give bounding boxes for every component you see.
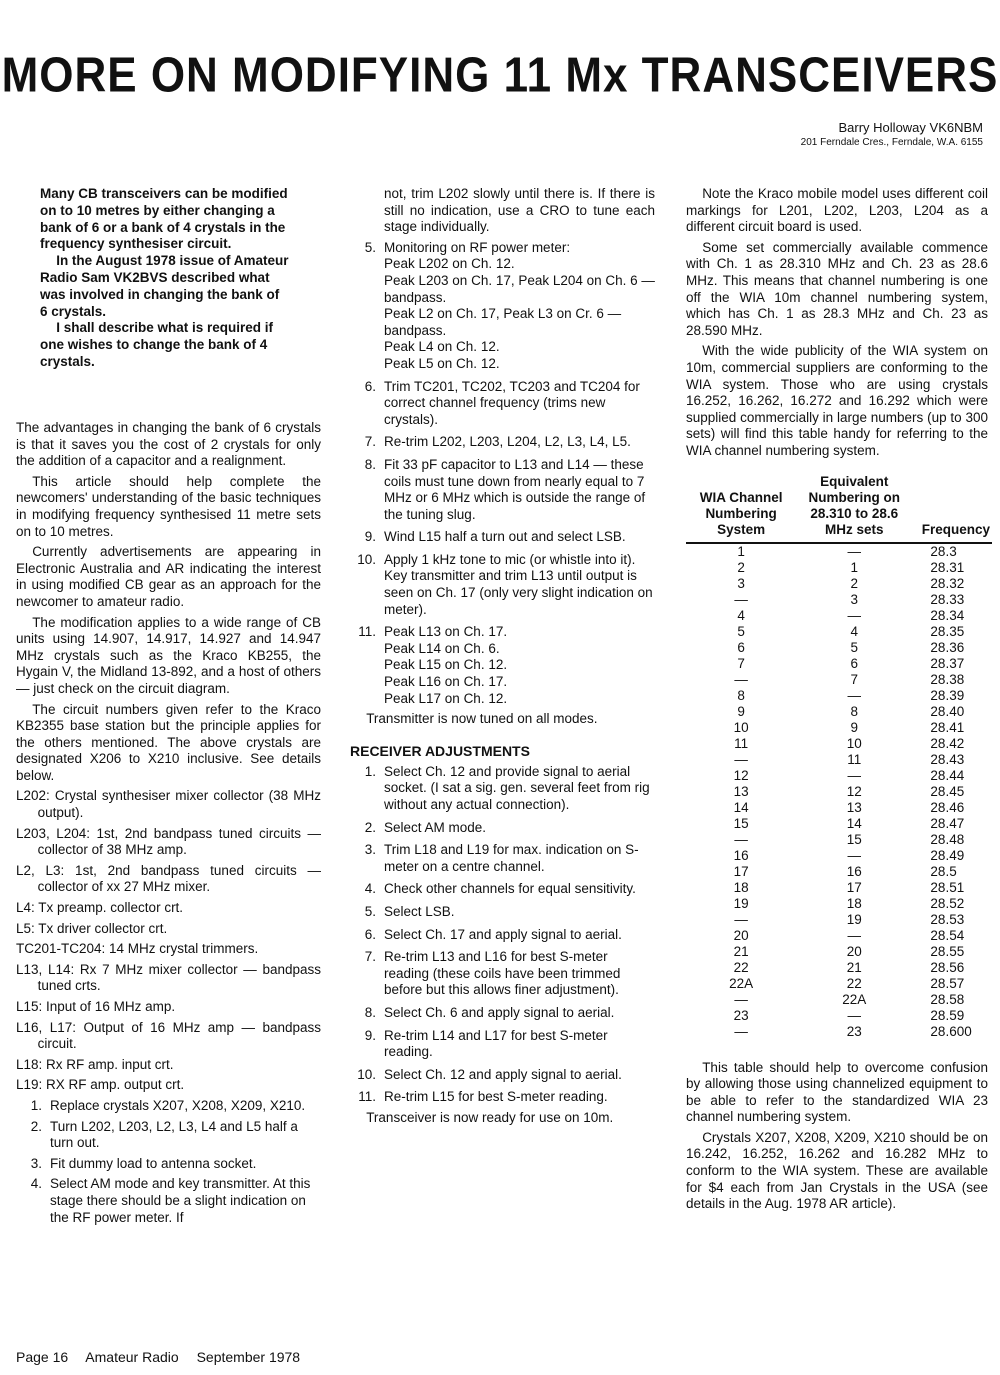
table-row [686,896,992,912]
column-3 [686,186,988,1213]
legend-item: L18: Rx RF amp. input crt. [16,1056,174,1072]
table-body [686,543,992,1040]
list-item: 2. Turn L202, L203, L2, L3, L4 and L5 half a turn out. [30,1118,298,1151]
table-header: WIA Channel Numbering System [686,474,796,543]
table-cell: 13 [846,799,862,815]
table-cell: 12 [733,767,749,783]
table-cell: 28.43 [930,751,965,767]
list-item: 4. Select AM mode and key transmitter. At this stage there should be a slight indication on the RF power meter. If [30,1176,311,1225]
issue-date: September 1978 [196,1349,301,1365]
tx-done: Transmitter is now tuned on all modes. [366,711,598,727]
table-cell: 22 [733,959,749,975]
table-cell: 3 [850,591,859,607]
legend-item: L19: RX RF amp. output crt. [16,1077,185,1093]
list-item: 4. Check other channels for equal sensitivity. [364,881,636,897]
body-para: Crystals X207, X208, X209, X210 should be on 16.242, 16.252, 16.262 and 16.282 MHz to conform to the WIA system. These are available for $4 each from Jan Crystals in the USA (see details in the Aug. 1978 AR article). [686,1129,988,1212]
table-row [686,640,992,656]
table-cell: 28.5 [930,863,957,879]
list-item: 6. Trim TC201, TC202, TC203 and TC204 for correct channel frequency (trims new crystals). [364,378,640,427]
article-title: MORE ON MODIFYING 11 Mx TRANSCEIVERS [1,48,999,103]
table-row [686,912,992,928]
table-cell: — [847,543,862,559]
table-cell: 19 [733,895,749,911]
table-cell: 12 [846,783,862,799]
table-row [686,720,992,736]
table-cell: — [734,991,748,1007]
byline [801,120,983,150]
section-heading: RECEIVER ADJUSTMENTS [350,742,530,759]
table-cell: 28.600 [930,1023,972,1039]
table-cell: 28.55 [930,943,965,959]
table-row [686,816,992,832]
legend-item: L2, L3: 1st, 2nd bandpass tuned circuits — collector of xx 27 MHz mixer. [16,862,321,895]
table-cell: — [734,591,748,607]
list-item: 2. Select AM mode. [364,819,487,835]
table-cell: — [847,607,862,623]
table-cell: 19 [846,911,862,927]
table-cell: 28.33 [930,591,965,607]
table-cell: 15 [733,815,749,831]
table-cell: 28.57 [930,975,965,991]
table-row [686,576,992,592]
table-cell: — [847,767,862,783]
intro-para: Many CB transceivers can be modified on to 10 metres by either changing a bank of 6 or a bank of 4 crystals in the frequency synthesiser circuit. [40,186,288,252]
body-para: Some set commercially available commence with Ch. 1 as 28.310 MHz and Ch. 23 as 28.6 MHz. This means that channel numbering is one off the WIA 10m channel numbering system, which has Ch. 1 as 28.3 MHz and Ch. 23 as 28.590 MHz. [686,239,988,338]
table-row [686,992,992,1008]
table-header: Frequency [912,474,992,543]
table-cell: 28.49 [930,847,965,863]
table-cell: 9 [850,719,859,735]
table-cell: 14 [846,815,862,831]
body-para: The advantages in changing the bank of 6 crystals is that it saves you the cost of 2 crystals for only the addition of a capacitor and a realignment. [16,420,321,469]
body-para: This table should help to overcome confusion by allowing those using channelized equipment to be able to refer to the standardized WIA 23 channel numbering system. [686,1059,988,1125]
table-cell: 28.58 [930,991,965,1007]
table-cell: 28.51 [930,879,965,895]
magazine-name: Amateur Radio [85,1349,179,1365]
table-cell: 9 [737,703,745,719]
table-cell: — [734,831,748,847]
table-cell: 28.39 [930,687,965,703]
legend-item: L13, L14: Rx 7 MHz mixer collector — bandpass tuned crts. [16,961,321,994]
intro-summary [40,186,290,371]
body-para: Note the Kraco mobile model uses different coil markings for L201, L202, L203, L204 as a different circuit board is used. [686,186,988,235]
body-para: The circuit numbers given refer to the Kraco KB2355 base station but the principle applies for the others mentioned. The above crystals are designated X206 to X210 inclusive. See details below. [16,701,321,783]
table-cell: 28.45 [930,783,965,799]
list-item: 11. Peak L13 on Ch. 17. Peak L14 on Ch. 6. Peak L15 on Ch. 12. Peak L16 on Ch. 17. Peak L17 on Ch. 12. [358,624,508,706]
rx-steps-list [350,764,655,1106]
table-cell: 11 [847,751,862,767]
legend-item: L202: Crystal synthesiser mixer collector (38 MHz output). [16,788,321,821]
table-cell: 28.41 [930,719,965,735]
table-cell: — [847,687,862,703]
tx-step-continued: not, trim L202 slowly until there is. If there is still no indication, use a CRO to tune each stage individually. [384,186,655,235]
table-row [686,864,992,880]
intro-para: I shall describe what is required if one wishes to change the bank of 4 crystals. [40,320,274,369]
body-para: With the wide publicity of the WIA system on 10m, commercial suppliers are conforming to the WIA system. Those who are using crystals 16.252, 16.262, 16.272 and 16.292 which were supplied commercially in large numbers (up to 300 sets) will find this table handy for referring to the WIA channel numbering system. [686,343,988,458]
list-item: 3. Trim L18 and L19 for max. indication on S-meter on a centre channel. [364,842,639,874]
table-cell: 17 [846,879,862,895]
table-cell: 20 [733,927,749,943]
table-cell: 23 [846,1023,862,1039]
body-para: This article should help complete the newcomers' understanding of the basic techniques in modifying frequency synthesised 11 metre sets on to 10 metres. [16,473,321,539]
list-item: 5. Select LSB. [364,903,455,919]
table-cell: 6 [737,639,745,655]
table-cell: 22 [846,975,862,991]
table-row [686,784,992,800]
table-cell: 28.3 [930,543,957,559]
tx-steps-list-continued [350,240,655,707]
table-cell: — [847,847,862,863]
table-cell: 28.36 [930,639,965,655]
table-cell: 28.56 [930,959,965,975]
table-cell: 4 [737,607,745,623]
table-cell: 28.59 [930,1007,965,1023]
table-cell: — [734,911,748,927]
list-item: 7. Re-trim L202, L203, L204, L2, L3, L4, L5. [364,434,631,450]
table-cell: 3 [737,575,745,591]
table-cell: 28.53 [930,911,965,927]
table-cell: 28.52 [930,895,965,911]
list-item: 8. Fit 33 pF capacitor to L13 and L14 — these coils must tune down from nearly equal to 7 MHz or 6 MHz which is outside the range of the tuning slug. [364,456,646,522]
table-cell: 20 [846,943,862,959]
table-row [686,848,992,864]
table-row [686,976,992,992]
table-cell: 28.34 [930,607,965,623]
table-row [686,1024,992,1040]
table-cell: 28.42 [930,735,965,751]
legend-item: L203, L204: 1st, 2nd bandpass tuned circuits — collector of 38 MHz amp. [16,825,321,858]
table-cell: 28.31 [930,559,965,575]
list-item: 5. Monitoring on RF power meter: Peak L202 on Ch. 12. Peak L203 on Ch. 17, Peak L204 on Ch. 6 — bandpass. Peak L2 on Ch. 17, Peak L3 on Cr. 6 — bandpass. Peak L4 on Ch. 12. Peak L5 on Ch. 12. [364,239,655,371]
list-item: 9. Re-trim L14 and L17 for best S-meter reading. [364,1027,608,1060]
table-cell: 2 [850,575,859,591]
list-item: 11. Re-trim L15 for best S-meter reading. [358,1089,608,1105]
table-row [686,592,992,608]
table-cell: 16 [733,847,749,863]
table-cell: 28.40 [930,703,965,719]
table-cell: 7 [737,655,745,671]
table-cell: — [734,1023,748,1039]
table-row [686,944,992,960]
table-row [686,608,992,624]
table-cell: 2 [737,559,745,575]
legend-item: L16, L17: Output of 16 MHz amp — bandpass circuit. [16,1019,321,1052]
body-para: Currently advertisements are appearing in Electronic Australia and AR indicating the interest in using modified CB gear as an approach for the newcomer to amateur radio. [16,544,321,609]
table-cell: 8 [850,703,859,719]
list-item: 1. Replace crystals X207, X208, X209, X210. [30,1097,306,1113]
table-cell: 15 [846,831,862,847]
table-cell: 28.32 [930,575,965,591]
table-row [686,543,992,560]
table-cell: 8 [737,687,745,703]
table-cell: 28.48 [930,831,965,847]
legend-item: TC201-TC204: 14 MHz crystal trimmers. [16,941,259,957]
table-cell: 23 [733,1007,749,1023]
table-cell: 4 [850,623,859,639]
list-item: 8. Select Ch. 6 and apply signal to aerial. [364,1004,615,1020]
table-cell: 1 [850,559,859,575]
list-item: 9. Wind L15 half a turn out and select LSB. [364,529,626,545]
tx-steps-list [16,1098,321,1226]
list-item: 10. Apply 1 kHz tone to mic (or whistle into it). Key transmitter and trim L13 until output is seen on Ch. 17 (only very slight indication on meter). [357,551,653,617]
table-cell: 1 [737,543,745,559]
table-row [686,960,992,976]
table-row [686,928,992,944]
table-cell: — [734,751,748,767]
table-cell: 28.47 [930,815,965,831]
body-para: The modification applies to a wide range of CB units using 14.907, 14.917, 14.927 and 14.947 MHz crystals such as the Kraco KB255, the Hygain V, the Midland 13-892, and a host of others — just check on the circuit diagram. [16,614,321,696]
table-cell: 28.38 [930,671,965,687]
table-row [686,672,992,688]
table-cell: 18 [846,895,862,911]
table-cell: 16 [846,863,862,879]
table-cell: 18 [733,879,749,895]
column-2 [350,186,655,1127]
table-cell: 10 [846,735,862,751]
table-cell: 5 [737,623,745,639]
author-address: 201 Ferndale Cres., Ferndale, W.A. 6155 [800,137,983,148]
table-row [686,736,992,752]
table-row [686,704,992,720]
table-cell: — [847,927,862,943]
rx-done: Transceiver is now ready for use on 10m. [366,1109,614,1125]
table-row [686,624,992,640]
table-cell: 11 [734,735,749,751]
table-cell: 10 [733,719,749,735]
table-row [686,656,992,672]
column-1 [16,420,321,1226]
intro-para: In the August 1978 issue of Amateur Radio Sam VK2BVS described what was involved in changing the bank of 6 crystals. [40,253,289,319]
list-item: 7. Re-trim L13 and L16 for best S-meter reading (these coils have been trimmed before but this allows finer adjustment). [364,949,621,998]
list-item: 10. Select Ch. 12 and apply signal to aerial. [357,1066,622,1082]
table-cell: 28.46 [930,799,965,815]
table-cell: 6 [850,655,859,671]
table-cell: 22A [729,975,754,991]
table-row [686,752,992,768]
list-item: 6. Select Ch. 17 and apply signal to aerial. [364,926,622,942]
legend-item: L4: Tx preamp. collector crt. [16,900,184,916]
table-row [686,768,992,784]
table-cell: 14 [733,799,749,815]
page-number: Page 16 [16,1349,69,1365]
table-cell: 7 [850,671,859,687]
legend-item: L15: Input of 16 MHz amp. [16,999,176,1014]
table-cell: 21 [846,959,862,975]
table-row [686,832,992,848]
table-header: Equivalent Numbering on 28.310 to 28.6 MHz sets [796,474,912,543]
table-row [686,800,992,816]
list-item: 3. Fit dummy load to antenna socket. [30,1155,257,1171]
table-row [686,560,992,576]
table-cell: 28.44 [930,767,965,783]
table-cell: 28.37 [930,655,965,671]
table-cell: — [847,1007,862,1023]
table-cell: — [734,671,748,687]
table-cell: 28.35 [930,623,965,639]
table-row [686,880,992,896]
table-cell: 21 [733,943,749,959]
list-item: 1. Select Ch. 12 and provide signal to aerial socket. (I sat a sig. gen. several feet from rig without any actual connection). [364,763,650,812]
table-cell: 22A [842,991,867,1007]
author-name: Barry Holloway VK6NBM [838,120,983,135]
table-row [686,688,992,704]
channel-table [686,474,992,1040]
table-cell: 13 [733,783,749,799]
legend-item: L5: Tx driver collector crt. [16,920,168,936]
table-cell: 17 [733,863,749,879]
table-cell: 28.54 [930,927,965,943]
table-row [686,1008,992,1024]
page-footer [16,1349,314,1365]
table-cell: 5 [850,639,859,655]
